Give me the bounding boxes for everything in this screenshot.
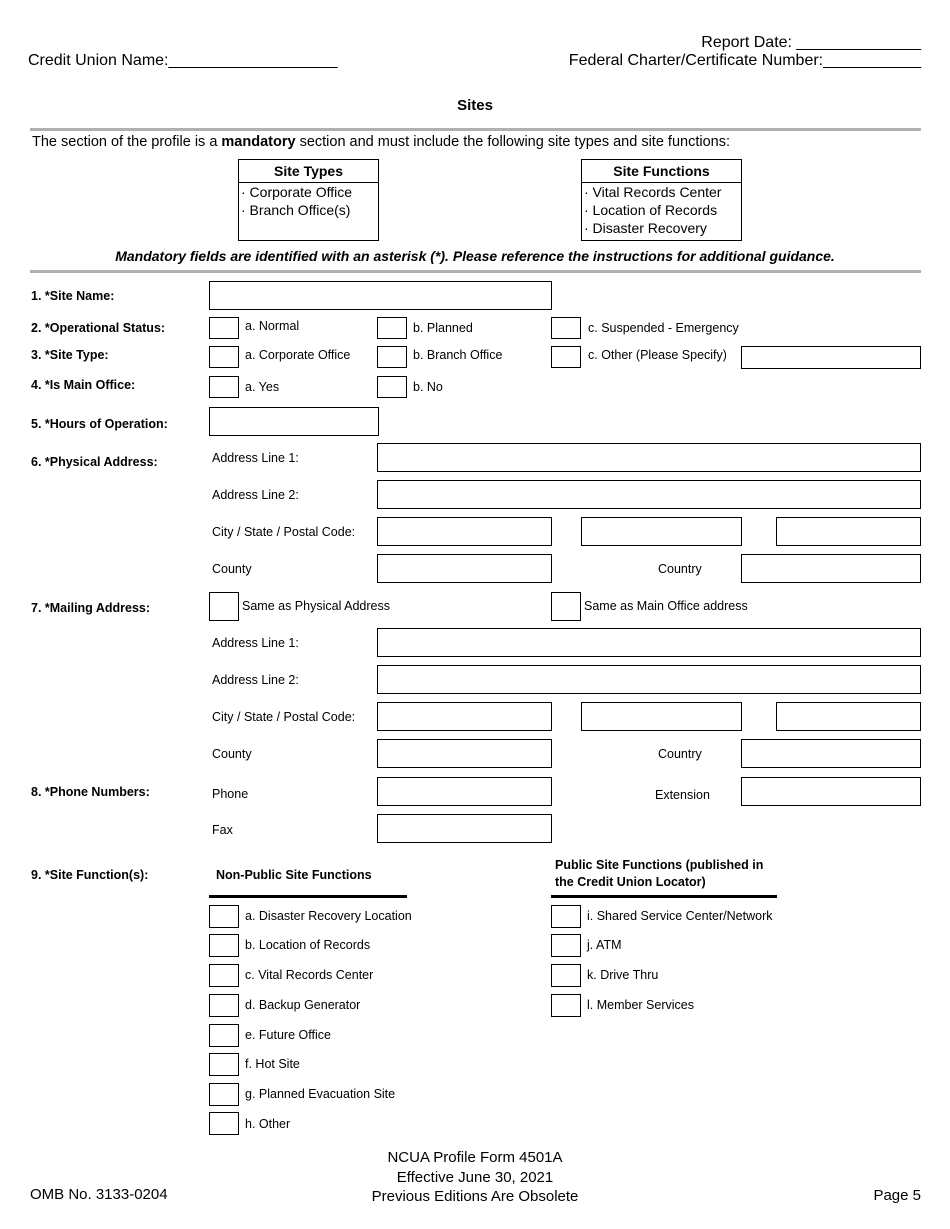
- mailing-country-label: Country: [658, 747, 702, 761]
- function-disaster-recovery-checkbox[interactable]: [209, 905, 239, 928]
- function-member-services-label: l. Member Services: [587, 998, 694, 1012]
- extension-label: Extension: [655, 788, 710, 802]
- function-evacuation-site-label: g. Planned Evacuation Site: [245, 1087, 396, 1101]
- mailing-state-input[interactable]: [581, 702, 742, 731]
- physical-county-input[interactable]: [377, 554, 552, 583]
- function-drive-thru-label: k. Drive Thru: [587, 968, 659, 982]
- mailing-city-input[interactable]: [377, 702, 552, 731]
- site-functions-table: [581, 159, 742, 241]
- function-future-office-checkbox[interactable]: [209, 1024, 239, 1047]
- same-as-physical-label: Same as Physical Address: [242, 599, 390, 613]
- site-type-item: · Corporate Office: [241, 184, 353, 200]
- function-vital-records-checkbox[interactable]: [209, 964, 239, 987]
- physical-line1-label: Address Line 1:: [212, 451, 299, 465]
- status-planned-checkbox[interactable]: [377, 317, 407, 339]
- credit-union-name-label: Credit Union Name:___________________: [28, 52, 338, 69]
- hours-label: 5. *Hours of Operation:: [31, 417, 168, 431]
- phone-numbers-label: 8. *Phone Numbers:: [31, 785, 150, 799]
- public-heading-line1: Public Site Functions (published in: [555, 858, 764, 872]
- physical-address-label: 6. *Physical Address:: [31, 455, 158, 469]
- site-function-item: · Location of Records: [584, 202, 718, 218]
- site-functions-label: 9. *Site Function(s):: [31, 868, 149, 882]
- top-divider: [30, 128, 921, 131]
- public-underline: [551, 895, 777, 898]
- omb-number: OMB No. 3133-0204: [30, 1186, 168, 1203]
- effective-date: Effective June 30, 2021: [396, 1168, 554, 1186]
- main-office-no-checkbox[interactable]: [377, 376, 407, 398]
- nonpublic-underline: [209, 895, 407, 898]
- physical-country-input[interactable]: [741, 554, 921, 583]
- mailing-line1-input[interactable]: [377, 628, 921, 657]
- mailing-line2-label: Address Line 2:: [212, 673, 299, 687]
- phone-input[interactable]: [377, 777, 552, 806]
- public-heading-line2: the Credit Union Locator): [555, 875, 706, 889]
- report-date-label: Report Date: ______________: [701, 34, 921, 51]
- function-location-of-records-checkbox[interactable]: [209, 934, 239, 957]
- page-title: Sites: [457, 97, 493, 114]
- mailing-county-label: County: [212, 747, 252, 761]
- type-corporate-checkbox[interactable]: [209, 346, 239, 368]
- site-function-item: · Disaster Recovery: [584, 220, 707, 236]
- fax-input[interactable]: [377, 814, 552, 843]
- main-office-yes-checkbox[interactable]: [209, 376, 239, 398]
- physical-county-label: County: [212, 562, 252, 576]
- function-atm-label: j. ATM: [587, 938, 622, 952]
- function-shared-service-checkbox[interactable]: [551, 905, 581, 928]
- same-as-main-office-checkbox[interactable]: [551, 592, 581, 621]
- physical-line2-input[interactable]: [377, 480, 921, 509]
- mailing-line2-input[interactable]: [377, 665, 921, 694]
- mandatory-note: Mandatory fields are identified with an asterisk (*). Please reference the instructions for additional guidance.: [115, 248, 835, 264]
- mailing-address-label: 7. *Mailing Address:: [31, 601, 151, 615]
- mailing-county-input[interactable]: [377, 739, 552, 768]
- form-name: NCUA Profile Form 4501A: [387, 1149, 563, 1166]
- site-name-input[interactable]: [209, 281, 552, 310]
- type-other-label: c. Other (Please Specify): [588, 348, 727, 362]
- function-vital-records-label: c. Vital Records Center: [245, 968, 374, 982]
- function-atm-checkbox[interactable]: [551, 934, 581, 957]
- physical-city-label: City / State / Postal Code:: [212, 525, 356, 539]
- type-branch-checkbox[interactable]: [377, 346, 407, 368]
- operational-status-label: 2. *Operational Status:: [31, 321, 166, 335]
- function-backup-generator-label: d. Backup Generator: [245, 998, 361, 1012]
- nonpublic-heading: Non-Public Site Functions: [216, 868, 372, 882]
- site-function-item: · Vital Records Center: [584, 184, 722, 200]
- function-shared-service-label: i. Shared Service Center/Network: [587, 909, 773, 923]
- site-functions-heading: Site Functions: [582, 160, 741, 183]
- status-suspended-label: c. Suspended - Emergency: [588, 321, 739, 335]
- physical-country-label: Country: [658, 562, 702, 576]
- mailing-country-input[interactable]: [741, 739, 921, 768]
- function-hot-site-label: f. Hot Site: [245, 1057, 300, 1071]
- same-as-main-office-label: Same as Main Office address: [584, 599, 748, 613]
- function-drive-thru-checkbox[interactable]: [551, 964, 581, 987]
- mailing-postal-input[interactable]: [776, 702, 921, 731]
- main-office-label: 4. *Is Main Office:: [31, 378, 136, 392]
- obsolete-notice: Previous Editions Are Obsolete: [371, 1188, 579, 1205]
- type-other-checkbox[interactable]: [551, 346, 581, 368]
- status-planned-label: b. Planned: [413, 321, 473, 335]
- mailing-city-label: City / State / Postal Code:: [212, 710, 356, 724]
- function-backup-generator-checkbox[interactable]: [209, 994, 239, 1017]
- hours-input[interactable]: [209, 407, 379, 436]
- physical-state-input[interactable]: [581, 517, 742, 546]
- same-as-physical-checkbox[interactable]: [209, 592, 239, 621]
- charter-number-label: Federal Charter/Certificate Number:___________: [568, 52, 921, 69]
- phone-label: Phone: [212, 787, 249, 801]
- function-member-services-checkbox[interactable]: [551, 994, 581, 1017]
- page-number: Page 5: [873, 1187, 921, 1204]
- status-normal-label: a. Normal: [245, 319, 300, 333]
- status-normal-checkbox[interactable]: [209, 317, 239, 339]
- physical-line1-input[interactable]: [377, 443, 921, 472]
- section-divider: [30, 270, 921, 273]
- site-type-item: · Branch Office(s): [241, 202, 351, 218]
- function-location-of-records-label: b. Location of Records: [245, 938, 371, 952]
- function-future-office-label: e. Future Office: [245, 1028, 331, 1042]
- site-name-label: 1. *Site Name:: [31, 289, 115, 303]
- function-other-checkbox[interactable]: [209, 1112, 239, 1135]
- site-type-label: 3. *Site Type:: [31, 348, 109, 362]
- intro-text: The section of the profile is a mandatory section and must include the following site types and site functions:: [32, 134, 730, 150]
- physical-postal-input[interactable]: [776, 517, 921, 546]
- extension-input[interactable]: [741, 777, 921, 806]
- main-office-yes-label: a. Yes: [245, 380, 280, 394]
- main-office-no-label: b. No: [413, 380, 443, 394]
- function-other-label: h. Other: [245, 1117, 291, 1131]
- mailing-line1-label: Address Line 1:: [212, 636, 299, 650]
- site-types-heading: Site Types: [239, 160, 378, 183]
- type-branch-label: b. Branch Office: [413, 348, 503, 362]
- physical-line2-label: Address Line 2:: [212, 488, 299, 502]
- fax-label: Fax: [212, 823, 233, 837]
- function-evacuation-site-checkbox[interactable]: [209, 1083, 239, 1106]
- status-suspended-checkbox[interactable]: [551, 317, 581, 339]
- function-disaster-recovery-label: a. Disaster Recovery Location: [245, 909, 412, 923]
- function-hot-site-checkbox[interactable]: [209, 1053, 239, 1076]
- site-types-table: [238, 159, 379, 241]
- physical-city-input[interactable]: [377, 517, 552, 546]
- type-other-specify-input[interactable]: [741, 346, 921, 369]
- type-corporate-label: a. Corporate Office: [245, 348, 351, 362]
